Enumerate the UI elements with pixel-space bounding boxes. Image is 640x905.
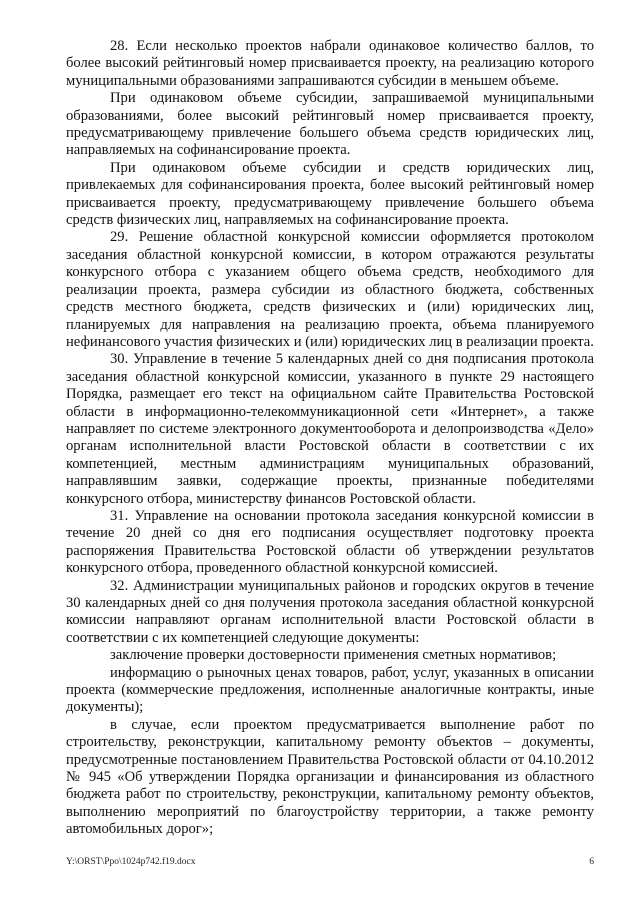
paragraph-29: 29. Решение областной конкурсной комиссии оформляется протоколом заседания областной конкурсной комиссии, в котором отражаются результаты конкурсного отбора с указанием общего объема средств, необходимого для реализации проекта, размера субсидии из областного бюджета, собственных средств местного бюджета, средств физических и (или) юридических лиц, планируемых для направления на реализацию проекта, объема планируемого нефинансового участия физических и (или) юридических лиц в реализации проекта. bbox=[66, 229, 594, 350]
paragraph-32-item-market-prices: информацию о рыночных ценах товаров, работ, услуг, указанных в описании проекта (коммерческие предложения, исполненные аналогичные контракты, иные документы); bbox=[66, 664, 594, 716]
paragraph-32-item-estimate-check: заключение проверки достоверности применения сметных нормативов; bbox=[110, 647, 557, 664]
paragraph-32: 32. Администрации муниципальных районов и городских округов в течение 30 календарных дней со дня получения протокола заседания областной конкурсной комиссии направляют органам исполнительной власти Ростовской области в соответствии с их компетенцией следующие документы: bbox=[66, 577, 594, 646]
paragraph-32-item-construction-docs: в случае, если проектом предусматривается выполнение работ по строительству, реконструкции, капитальному ремонту объектов – документы, предусмотренные постановлением Правительства Ростовской области от 04.10.2012 № 945 «Об утверждении Порядка организации и финансирования из областного бюджета работ по строительству, реконструкции, капитальному ремонту объектов, выполнению мероприятий по благоустройству территории, а также ремонту автомобильных дорог»; bbox=[66, 716, 594, 838]
paragraph-30: 30. Управление в течение 5 календарных дней со дня подписания протокола заседания областной конкурсной комиссии, указанного в пункте 29 настоящего Порядка, размещает его текст на официальном сайте Правительства Ростовской области в информационно-телекоммуникационной сети «Интернет», а также направляет по системе электронного документооборота и делопроизводства «Дело» органам исполнительной власти Ростовской области в соответствии с их компетенцией, местным администрациям муниципальных образований, направлявшим заявки, содержащие проекты, признанные победителями конкурсного отбора, министерству финансов Ростовской области. bbox=[66, 351, 594, 507]
footer-file-path: Y:\ORST\Ppo\1024p742.f19.docx bbox=[66, 857, 196, 867]
paragraph-28-equal-subsidy: При одинаковом объеме субсидии, запрашиваемой муниципальными образованиями, более высокий рейтинговый номер присваивается проекту, предусматривающему привлечение большего объема средств юридических лиц, направляемых на софинансирование проекта. bbox=[66, 90, 594, 159]
paragraph-28-equal-legal-funds: При одинаковом объеме субсидии и средств юридических лиц, привлекаемых для софинансирования проекта, более высокий рейтинговый номер присваивается проекту, предусматривающему привлечение большего объема средств физических лиц, направляемых на софинансирование проекта. bbox=[66, 159, 594, 229]
paragraph-28: 28. Если несколько проектов набрали одинаковое количество баллов, то более высокий рейтинговый номер присваивается проекту, на реализацию которого муниципальными образованиями запрашиваются субсидии в меньшем объеме. bbox=[66, 38, 594, 89]
footer-page-number: 6 bbox=[589, 857, 594, 867]
document-page bbox=[66, 38, 594, 839]
paragraph-31: 31. Управление на основании протокола заседания конкурсной комиссии в течение 20 дней со дня его подписания осуществляет подготовку проекта распоряжения Правительства Ростовской области об утверждении результатов конкурсного отбора, проведенного областной конкурсной комиссией. bbox=[66, 507, 594, 577]
